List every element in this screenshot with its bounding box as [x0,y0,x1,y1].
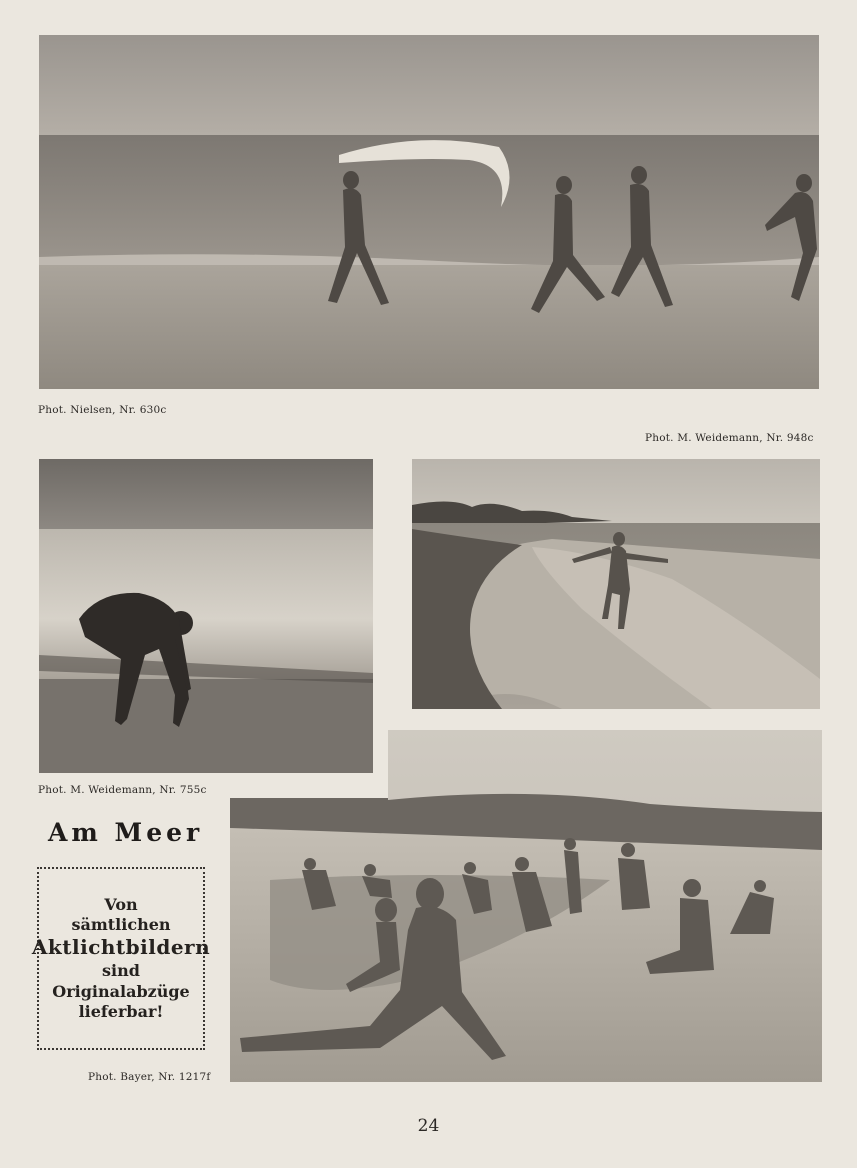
notice-line-4: sind [102,961,140,981]
photo-beach-runners [39,35,819,389]
page-title: Am Meer [48,818,204,847]
notice-line-2: sämtlichen [71,915,171,934]
caption-bottom-photo: Phot. Bayer, Nr. 1217f [88,1071,211,1083]
photo-shoreline-runner [412,459,820,709]
page-number: 24 [417,1116,440,1136]
caption-top-photo: Phot. Nielsen, Nr. 630c [38,404,167,416]
notice-box [31,867,211,1050]
photo-silhouette-shore [39,459,373,773]
notice-line-5: Originalabzüge [52,981,190,1001]
notice-text [32,895,210,1023]
photo-group-beach [230,730,822,1082]
notice-line-3: Aktlichtbildern [31,935,211,960]
caption-left-photo: Phot. M. Weidemann, Nr. 755c [38,784,207,796]
caption-second-photo: Phot. M. Weidemann, Nr. 948c [645,432,814,444]
notice-line-1: Von [104,894,138,914]
notice-line-6: lieferbar! [78,1002,164,1021]
